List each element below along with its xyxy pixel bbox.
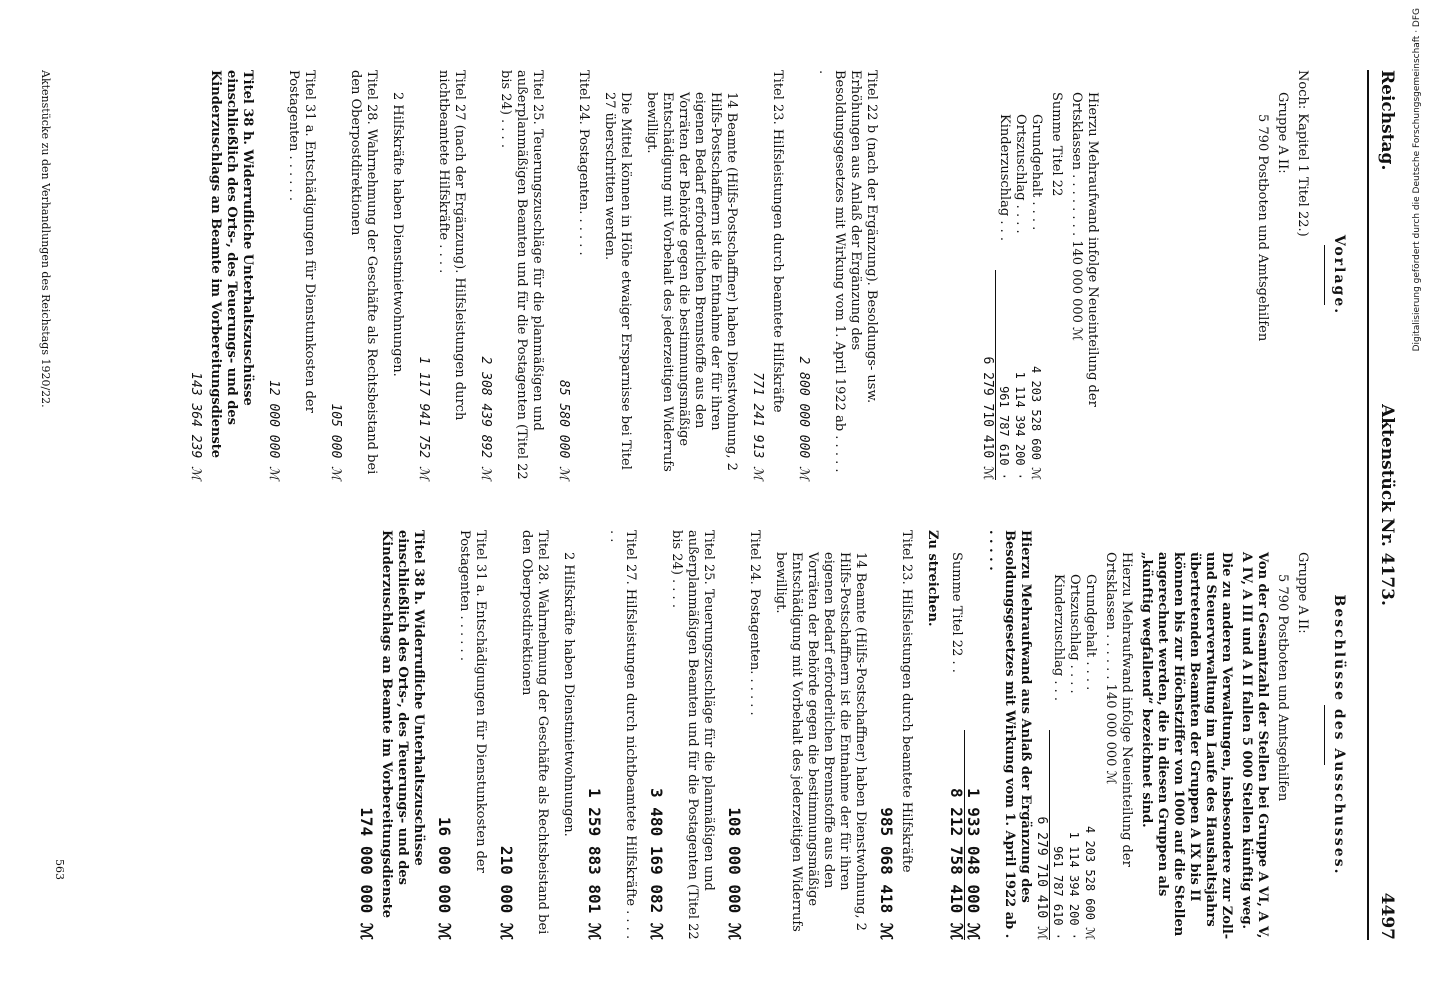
entry-text: 14 Beamte (Hilfs-Postschaffner) haben Dienstwohnung, 2 Hilfs-Postschaffnern ist die Entnahme der für ihren eigenen Bedarf erforderlichen Brennstoffe aus den Vorräten der Behörde gegen die bestimmungsmäßige Entschädigung mit Vorbehalt des jederzeitigen Widerrufs bewilligt. [773,552,868,932]
entry-amount: 85 580 000 ℳ [556,380,571,480]
sum-row [996,70,1012,480]
entry-text: 2 Hilfskräfte haben Dienstmietwohnungen. [561,552,576,837]
dfg-watermark [1412,8,1430,988]
entry-amount: 12 000 000 ℳ [266,380,281,480]
total-amount: 6 279 710 410 ℳ [1034,816,1049,940]
entry [327,70,379,480]
entry-amount: 16 000 000 ℳ [435,816,454,940]
entry-text: Titel 23. Hilfsleistungen durch beamtete Hilfskräfte [770,70,785,413]
entry [726,530,762,940]
entry [643,70,739,480]
sum-row-label: Kinderzuschlag . . . [997,114,1012,242]
entry [498,530,550,940]
entry [648,530,716,940]
watermark-text: Digitalisierung gefördert durch die Deutsche Forschungsgemeinschaft · DFG [1412,8,1422,352]
entry-amount: 174 000 000 ℳ [357,807,376,940]
entry-amount: 1 117 941 752 ℳ [416,356,431,480]
sum-row [1066,530,1082,940]
divider [1324,705,1325,765]
header-left: Reichstag. [1377,70,1397,171]
entry [187,70,255,480]
sum-row-value: 961 787 610 · [997,386,1011,480]
entry [795,70,879,480]
entry-amount: 105 000 ℳ [328,403,343,480]
header-title: Aktenstück Nr. 4173. [1377,404,1397,606]
gruppe-heading: Gruppe A II: [1295,552,1310,634]
spacer [1100,70,1250,480]
sum-row-label: Kinderzuschlag . . . [1051,574,1066,702]
summe-row [948,530,964,940]
sum-row-value: 4 203 528 600 ℳ [1083,826,1097,940]
entry [415,70,467,480]
hierzu2-text: Hierzu Mehraufwand aus Anlaß der Ergänzung des Besoldungsgesetzes mit Wirkung vom 1. April 1922 ab . . . . . . [986,530,1033,939]
entry-amount: 1 259 883 801 ℳ [585,788,604,940]
entry-text: Titel 38 h. Widerrufliche Unterhaltszuschüsse einschließlich des Orts-, des Teuerungs- und des Kinderzuschlags an Beamte im Vorbereitungsdienste [379,530,426,919]
entry [772,530,868,940]
sum-row-label: Grundgehalt . . . . [1029,114,1044,231]
entry-text: Die Mittel können in Höhe etwaiger Ersparnisse bei Titel 27 überschritten werden. [602,92,633,470]
gruppe-line: 5 790 Postboten und Amtsgehilfen [1275,574,1290,802]
summe-label: Summe Titel 22 [1049,92,1064,197]
entry [560,530,576,940]
entry-text: Titel 27 (nach der Ergänzung). Hilfsleistungen durch nichtbeamtete Hilfskräfte . . . . [436,70,467,421]
hierzu-text: Hierzu Mehraufwand infolge Neueinteilung der Ortsklassen . . . . . . . . 140 000 000 ℳ [1069,92,1100,407]
spacer [889,70,979,480]
footer-text: Aktenstücke zu den Verhandlungen des Reichstags 1920/22. [39,70,52,408]
page-number: 4497 [1377,892,1397,940]
entry-text: Titel 22 b (nach der Ergänzung). Besoldungs- usw. Erhöhungen aus Anlaß der Ergänzung des Besoldungsgesetzes mit Wirkung vom 1. April 1922 ab . . . . . . [816,70,879,473]
entry-text: Titel 24. Postagenten. . . . . . [747,530,762,716]
sum-row-value: 1 114 394 200 · [1013,371,1027,480]
entry [436,530,488,940]
sum-row-value: 4 203 528 600 ℳ [1029,366,1043,480]
entry-amount: 2 308 439 892 ℳ [478,356,493,480]
entry-text: Titel 25. Teuerungszuschläge für die planmäßigen und außerplanmäßigen Beamten und für die Postagenten (Titel 22 bis 24) . . . . [669,530,716,940]
entry-text: Titel 31 a. Entschädigungen für Dienstunkosten der Postagenten . . . . . . [457,530,488,873]
entry-amount: 143 364 239 ℳ [188,372,203,480]
page-footer [37,70,66,940]
column-vorlage [187,70,1347,480]
entry-text: Titel 31 a. Entschädigungen für Dienstunkosten der Postagenten . . . . . . [286,70,317,413]
noch-line: Noch: Kapitel 1 Titel 22.) [1295,70,1310,237]
hierzu-text: Hierzu Mehraufwand infolge Neueinteilung der Ortsklassen . . . . . . 140 000 000 ℳ [1103,552,1134,867]
sum-row-value: 961 787 610 · [1051,846,1065,940]
entry-text: Titel 24. Postagenten. . . . . . [576,70,591,256]
gruppe-line: 5 790 Postboten und Amtsgehilfen [1255,114,1270,342]
entry [601,70,633,480]
entry-text: Titel 27. Hilfsleistungen durch nichtbeamtete Hilfskräfte . . . . . . [607,530,638,940]
sum-row [1082,530,1098,940]
entry-text: Titel 25. Teuerungszuschläge für die planmäßigen und außerplanmäßigen Beamten und für die Postagenten (Titel 22 bis 24) . . . . [498,70,545,480]
summe-amount: 8 212 758 410 ℳ [947,788,966,940]
sum-row [1050,530,1066,940]
entry-amount: 985 068 418 ℳ [877,807,896,940]
summe-label: Summe Titel 22 . . [949,552,964,673]
column-title: Beschlüsse des Ausschusses. [1331,594,1347,876]
entry-text: Titel 38 h. Widerrufliche Unterhaltszuschüsse einschließlich des Orts-, des Teuerungs- und des Kinderzuschlags an Beamte im Vorbereitungsdienste [208,70,255,459]
sum-row-label: Ortszuschlag . . . . [1067,574,1082,694]
entry [749,70,785,480]
entry [265,70,317,480]
entry-amount: 3 480 169 082 ℳ [647,788,666,940]
entry [586,530,638,940]
bold-paragraph: Von der Gesamtzahl der Stellen bei Gruppe A VI, A V, A IV, A III und A II fallen 5 000 Stellen künftig weg. [1239,552,1270,939]
column-beschluesse [358,530,1347,940]
bold-paragraph: Die zu anderen Verwaltungen, insbesondere zur Zoll- und Steuerverwaltung im Laufe des Haushaltsjahrs übertretenden Beamten der Gruppen A IX bis II können bis zur Höchstziffer von 1000 auf die Stellen angerechnet werden, die in diesen Gruppen als „künftig wegfallend“ bezeichnet sind. [1139,552,1234,940]
entry-text: Titel 28. Wahrnehmung der Geschäfte als Rechtsbeistand bei den Oberpostdirektionen [519,530,550,935]
document-page [27,30,1407,970]
entry-text: Titel 23. Hilfsleistungen durch beamtete Hilfskräfte [899,530,914,873]
column-title: Vorlage. [1331,234,1347,316]
sum-row-label: Ortszuschlag . . . . [1013,114,1028,234]
sum-row [1012,70,1028,480]
entry-amount: 210 000 ℳ [497,845,516,940]
gruppe-heading: Gruppe A II: [1275,92,1290,174]
entry [555,70,591,480]
entry-amount: 771 241 913 ℳ [750,372,765,480]
sum-row [1028,70,1044,480]
entry-text: 2 Hilfskräfte haben Dienstmietwohnungen. [390,92,405,377]
entry-amount: 108 000 000 ℳ [725,807,744,940]
zu-streichen: Zu streichen. [925,530,940,627]
entry-text: Titel 28. Wahrnehmung der Geschäfte als Rechtsbeistand bei den Oberpostdirektionen [348,70,379,475]
hierzu2-amount: 1 933 048 000 ℳ [964,788,983,940]
page-header [1367,70,1399,940]
entry-text: 14 Beamte (Hilfs-Postschaffner) haben Dienstwohnung, 2 Hilfs-Postschaffnern ist die Entnahme der für ihren eigenen Bedarf erforderlichen Brennstoffe aus den Vorräten der Behörde gegen die bestimmungsmäßige Entschädigung mit Vorbehalt des jederzeitigen Widerrufs bewilligt. [644,92,739,472]
sum-row-label: Grundgehalt . . . . [1083,574,1098,691]
entry [477,70,545,480]
entry [358,530,426,940]
entry [389,70,405,480]
divider [1324,245,1325,305]
entry [878,530,914,940]
footer-page-number: 563 [53,859,66,880]
total-amount: 6 279 710 410 ℳ [980,356,995,480]
entry-amount: 2 800 000 000 ℳ [796,356,811,480]
sum-row-value: 1 114 394 200 · [1067,831,1081,940]
